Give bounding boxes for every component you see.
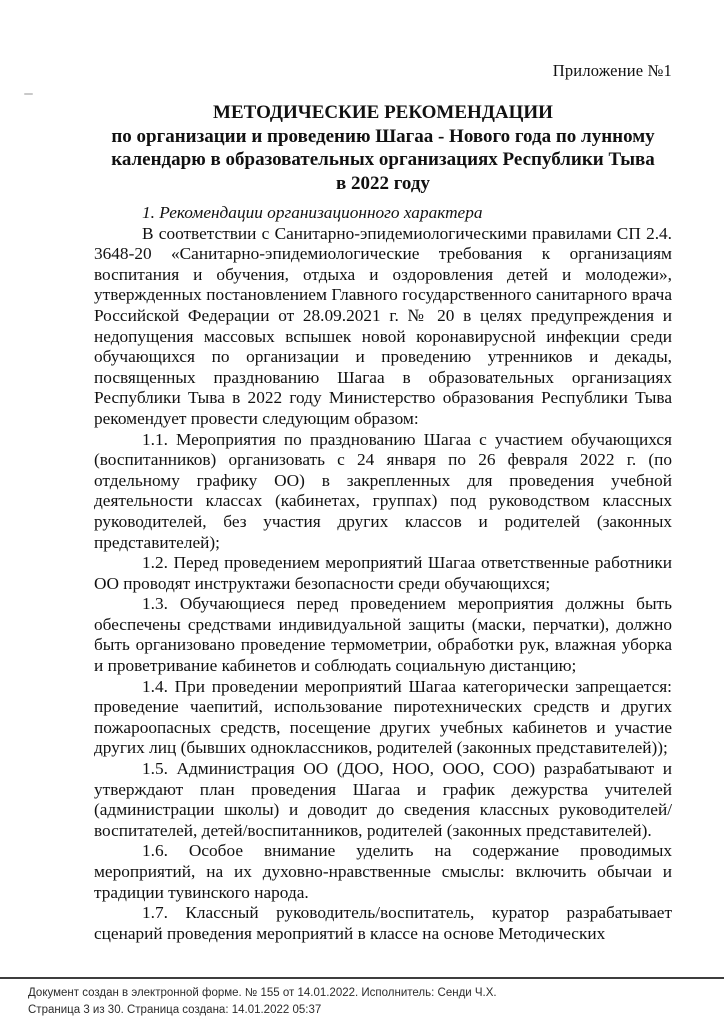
paragraph-1-3: 1.3. Обучающиеся перед проведением мероприятия должны быть обеспечены средствами индивидуальной защиты (маски, перчатки), должно быть организовано проведение термометрии, обработки рук, влажная уборка и проветривание кабинетов и соблюдать социальную дистанцию; <box>94 594 672 676</box>
footer-stamp <box>28 985 497 1019</box>
document-title <box>94 101 672 195</box>
paragraph-intro: В соответствии с Санитарно-эпидемиологическими правилами СП 2.4. 3648-20 «Санитарно-эпидемиологические требования к организациям воспитания и обучения, отдыха и оздоровления детей и молодежи», утвержденных постановлением Главного государственного санитарного врача Российской Федерации от 28.09.2021 г. № 20 в целях предупреждения и недопущения массовых вспышек новой коронавирусной инфекции среди обучающихся по организации и проведению утренников и декады, посвященных празднованию Шагаа в образовательных организациях Республики Тыва в 2022 году Министерство образования Республики Тыва рекомендует провести следующим образом: <box>94 223 672 428</box>
annex-label: Приложение №1 <box>552 61 672 80</box>
footer-page-info: Страница 3 из 30. Страница создана: 14.01.2022 05:37 <box>28 1004 322 1016</box>
title-line-3: календарю в образовательных организациях Республики Тыва <box>111 149 655 170</box>
paragraph-1-6: 1.6. Особое внимание уделить на содержание проводимых мероприятий, на их духовно-нравственные смыслы: включить обычаи и традиции тувинского народа. <box>94 841 672 902</box>
paragraph-1-1: 1.1. Мероприятия по празднованию Шагаа с участием обучающихся (воспитанников) организовать с 24 января по 26 февраля 2022 г. (по отдельному графику ОО) в закрепленных для проведения учебной деятельности классах (кабинетах, группах) под руководством классных руководителей, без участия других классов и родителей (законных представителей); <box>94 429 672 552</box>
paragraph-1-7: 1.7. Классный руководитель/воспитатель, куратор разрабатывает сценарий проведения мероприятий в классе на основе Методических <box>94 903 672 943</box>
footer-divider <box>0 977 724 979</box>
title-line-2: по организации и проведению Шагаа - Нового года по лунному <box>111 125 655 147</box>
document-body <box>94 203 672 944</box>
scan-artifact-mark <box>24 93 33 95</box>
paragraph-1-2: 1.2. Перед проведением мероприятий Шагаа ответственные работники ОО проводят инструктажи безопасности среди обучающихся; <box>94 553 672 593</box>
title-line-1: МЕТОДИЧЕСКИЕ РЕКОМЕНДАЦИИ <box>213 102 553 123</box>
paragraph-1-5: 1.5. Администрация ОО (ДОО, НОО, ООО, СОО) разрабатывают и утверждают план проведения Шагаа и график дежурства учителей (администрации школы) и доводит до сведения классных руководителей/воспитателей, детей/воспитанников, родителей (законных представителей). <box>94 759 672 840</box>
paragraph-1-4: 1.4. При проведении мероприятий Шагаа категорически запрещается: проведение чаепитий, использование пиротехнических средств и других пожароопасных средств, посещение других учебных кабинетов и участие других лиц (бывших одноклассников, родителей (законных представителей)); <box>94 676 672 758</box>
footer-document-info: Документ создан в электронной форме. № 155 от 14.01.2022. Исполнитель: Сенди Ч.Х. <box>28 987 497 999</box>
section-heading: 1. Рекомендации организационного характера <box>142 203 483 222</box>
title-line-4: в 2022 году <box>336 172 430 194</box>
